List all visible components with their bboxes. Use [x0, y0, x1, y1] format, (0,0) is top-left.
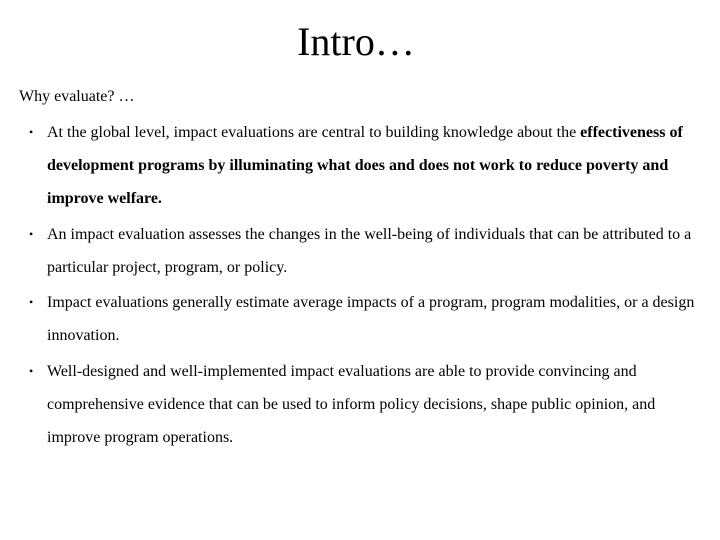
bullet-marker: •	[29, 364, 34, 378]
bullet-text: Impact evaluations generally estimate average impacts of a program, program modalities, or a design innovation.	[47, 294, 695, 344]
slide-title: Intro…	[297, 19, 415, 64]
bullet-text-plain: At the global level, impact evaluations are central to building knowledge about the	[47, 124, 577, 141]
bullet-text-bold: effectiveness of development programs by illuminating what does and does not work to reduce poverty and improve welfare.	[47, 124, 683, 207]
bullet-marker: •	[29, 125, 34, 139]
bullet-marker: •	[29, 227, 34, 241]
bullet-marker: •	[29, 295, 34, 309]
bullet-text	[47, 116, 707, 215]
bullet-text: Well-designed and well-implemented impact evaluations are able to provide convincing and comprehensive evidence that can be used to inform policy decisions, shape public opinion, and improve program operations.	[47, 363, 656, 446]
slide-subheading: Why evaluate? …	[19, 88, 135, 105]
bullet-text: An impact evaluation assesses the changes in the well-being of individuals that can be attributed to a particular project, program, or policy.	[47, 226, 692, 276]
